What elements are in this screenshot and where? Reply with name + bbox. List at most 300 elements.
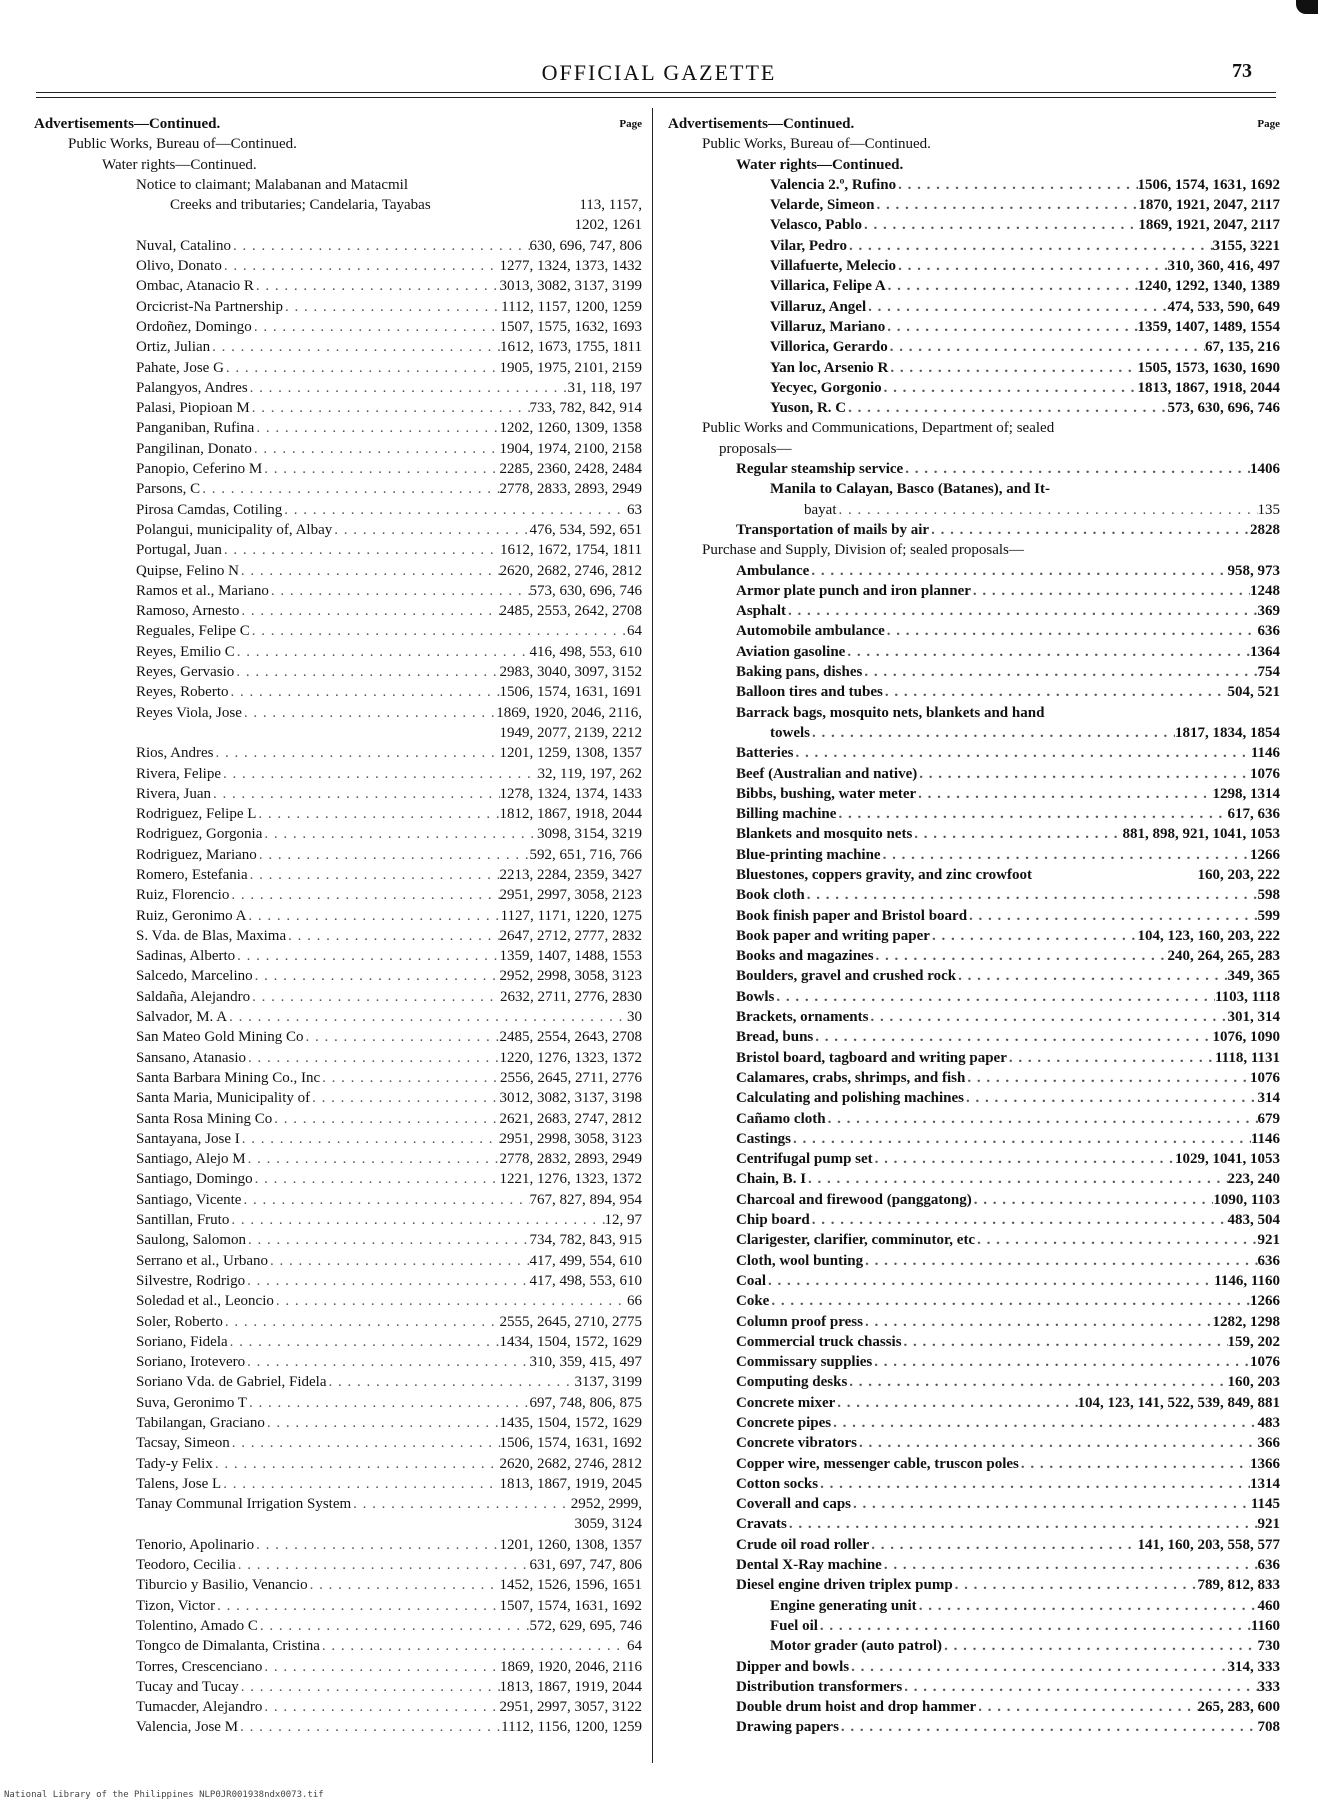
entry-text: Brackets, ornaments [736, 1009, 869, 1026]
entry-pages: 573, 630, 696, 746 [529, 582, 642, 599]
leader-dots [896, 256, 1167, 276]
entry-pages: 3012, 3082, 3137, 3198 [499, 1090, 642, 1107]
leader-dots [806, 1169, 1227, 1189]
index-entry [668, 1636, 1280, 1656]
entry-pages: 3098, 3154, 3219 [537, 826, 642, 843]
index-entry [34, 276, 642, 296]
index-entry [34, 1048, 642, 1068]
entry-pages: 1869, 1920, 2046, 2116 [500, 1658, 642, 1675]
leader-dots [847, 1372, 1227, 1392]
entry-pages: 730 [1257, 1638, 1280, 1655]
entry-pages: 1076 [1250, 1354, 1280, 1371]
entry-pages: 1314 [1250, 1475, 1280, 1492]
leader-dots [826, 1109, 1258, 1129]
entry-pages: 64 [627, 1638, 642, 1655]
entry-text: Reyes Viola, Jose [136, 704, 242, 721]
entry-pages: 1248 [1250, 582, 1280, 599]
leader-dots [241, 1190, 529, 1210]
leader-dots [885, 317, 1137, 337]
entry-text: Ramos et al., Mariano [136, 582, 269, 599]
index-entry [34, 1088, 642, 1108]
index-entry [34, 439, 642, 459]
index-entry [34, 845, 642, 865]
index-entry [668, 1433, 1280, 1453]
entry-text: Calamares, crabs, shrimps, and fish [736, 1069, 966, 1086]
entry-pages: 2951, 2997, 3057, 3122 [499, 1699, 642, 1716]
index-entry [34, 1433, 642, 1453]
index-entry [668, 114, 1280, 134]
leader-dots [236, 1555, 530, 1575]
entry-pages: 1364 [1250, 643, 1280, 660]
entry-text: Reguales, Felipe C [136, 623, 250, 640]
index-entry [34, 1027, 642, 1047]
entry-text: Saldaña, Alejandro [136, 988, 251, 1005]
index-entry [34, 358, 642, 378]
leader-dots [332, 520, 529, 540]
leader-dots [215, 1596, 499, 1616]
leader-dots [265, 1413, 500, 1433]
index-entry [668, 276, 1280, 296]
index-entry [34, 520, 642, 540]
index-entry [668, 662, 1280, 682]
entry-pages: 1146 [1250, 1130, 1280, 1147]
entry-text: Column proof press [736, 1313, 863, 1330]
entry-text: Portugal, Juan [136, 542, 222, 559]
entry-pages: 301, 314 [1227, 1009, 1280, 1026]
index-entry [668, 236, 1280, 256]
entry-text: Pangilinan, Donato [136, 440, 252, 457]
index-entry [668, 418, 1280, 438]
leader-dots [942, 1636, 1257, 1656]
index-entry [668, 1677, 1280, 1697]
index-entry [34, 540, 642, 560]
entry-pages: 104, 123, 160, 203, 222 [1137, 927, 1280, 944]
entry-pages: 141, 160, 203, 558, 577 [1137, 1536, 1280, 1553]
entry-text: Engine generating unit [770, 1597, 917, 1614]
entry-pages: 2952, 2999, [570, 1496, 642, 1513]
entry-pages: 1146 [1250, 745, 1280, 762]
index-entry [668, 155, 1280, 175]
entry-pages: 630, 696, 747, 806 [529, 237, 642, 254]
entry-pages: 1870, 1921, 2047, 2117 [1138, 197, 1280, 214]
leader-dots [774, 987, 1215, 1007]
entry-text: Tolentino, Amado C [136, 1617, 258, 1634]
entry-text: Santiago, Domingo [136, 1171, 253, 1188]
leader-dots [902, 1677, 1257, 1697]
entry-pages: 1090, 1103 [1213, 1191, 1280, 1208]
index-entry [668, 1535, 1280, 1555]
ink-blot [1296, 0, 1318, 14]
entry-text: Computing desks [736, 1374, 848, 1391]
entry-text: Tiburcio y Basilio, Venancio [136, 1577, 308, 1594]
entry-text: Orcicrist-Na Partnership [136, 298, 284, 315]
leader-dots [956, 966, 1227, 986]
leader-dots [252, 439, 500, 459]
index-entry [34, 784, 642, 804]
entry-pages: 474, 533, 590, 649 [1167, 298, 1280, 315]
index-entry [34, 1291, 642, 1311]
leader-dots [869, 1535, 1137, 1555]
index-entry [34, 642, 642, 662]
entry-pages: 1812, 1867, 1918, 2044 [499, 806, 642, 823]
index-entry [34, 418, 642, 438]
leader-dots [268, 1251, 529, 1271]
entry-text: Pahate, Jose G [136, 359, 224, 376]
entry-text: Suva, Geronimo T [136, 1394, 247, 1411]
leader-dots [872, 1352, 1250, 1372]
entry-text: Centrifugal pump set [736, 1151, 873, 1168]
entry-pages: 573, 630, 696, 746 [1167, 400, 1280, 417]
entry-pages: 1359, 1407, 1488, 1553 [499, 948, 642, 965]
entry-pages: 1202, 1260, 1309, 1358 [499, 420, 642, 437]
leader-dots [239, 561, 500, 581]
index-entry [668, 1068, 1280, 1088]
entry-text: Rios, Andres [136, 745, 214, 762]
leader-dots [967, 906, 1257, 926]
index-entry [668, 1616, 1280, 1636]
entry-pages: 32, 119, 197, 262 [537, 765, 642, 782]
leader-dots [245, 1271, 529, 1291]
entry-pages: 572, 629, 695, 746 [529, 1617, 642, 1634]
index-entry [34, 966, 642, 986]
entry-text: Soriano, Fidela [136, 1333, 228, 1350]
entry-text: Saulong, Salomon [136, 1232, 247, 1249]
entry-pages: 1103, 1118 [1214, 988, 1280, 1005]
entry-text: Rodriguez, Felipe L [136, 806, 257, 823]
entry-pages: 1612, 1673, 1755, 1811 [500, 339, 642, 356]
entry-pages: 1813, 1867, 1918, 2044 [1137, 379, 1280, 396]
leader-dots [262, 824, 537, 844]
entry-pages: 2647, 2712, 2777, 2832 [499, 927, 642, 944]
entry-pages: 1359, 1407, 1489, 1554 [1137, 318, 1280, 335]
index-entry [34, 601, 642, 621]
index-entry [34, 1393, 642, 1413]
index-entry [34, 1169, 642, 1189]
leader-dots [1019, 1454, 1250, 1474]
index-entry [34, 581, 642, 601]
leader-dots [917, 1596, 1258, 1616]
entry-pages: 240, 264, 265, 283 [1167, 948, 1280, 965]
entry-text: bayat [804, 501, 837, 518]
entry-text: Talens, Jose L [136, 1475, 222, 1492]
entry-text: Soledad et al., Leoncio [136, 1293, 274, 1310]
entry-pages: 2556, 2645, 2711, 2776 [500, 1069, 642, 1086]
entry-pages: 1220, 1276, 1323, 1372 [499, 1049, 642, 1066]
entry-pages: 2485, 2553, 2642, 2708 [499, 603, 642, 620]
entry-pages: 2952, 2998, 3058, 3123 [499, 968, 642, 985]
entry-text: Books and magazines [736, 948, 874, 965]
entry-text: Santa Rosa Mining Co [136, 1110, 273, 1127]
index-entry [668, 1048, 1280, 1068]
entry-text: Salvador, M. A [136, 1009, 228, 1026]
entry-text: Tanay Communal Irrigation System [136, 1496, 352, 1513]
index-entry [668, 378, 1280, 398]
entry-text: Concrete vibrators [736, 1435, 857, 1452]
leader-dots [866, 297, 1167, 317]
entry-text: Cloth, wool bunting [736, 1252, 864, 1269]
index-entry [34, 215, 642, 235]
entry-pages: 1201, 1260, 1308, 1357 [499, 1536, 642, 1553]
leader-dots [214, 743, 500, 763]
entry-text: Velarde, Simeon [770, 197, 875, 214]
entry-pages: 734, 782, 843, 915 [529, 1232, 642, 1249]
entry-text: Quipse, Felino N [136, 562, 239, 579]
index-entry [668, 1352, 1280, 1372]
entry-text: Valencia 2.º, Rufino [770, 176, 897, 193]
entry-text: Tucay and Tucay [136, 1678, 239, 1695]
index-entry [34, 561, 642, 581]
entry-pages: 1201, 1259, 1308, 1357 [499, 745, 642, 762]
entry-text: Romero, Estefania [136, 866, 248, 883]
entry-text: Bread, buns [736, 1029, 814, 1046]
entry-text: Ruiz, Florencio [136, 887, 230, 904]
entry-text: Villorica, Gerardo [770, 339, 888, 356]
entry-pages: 135 [1257, 501, 1280, 518]
entry-text: Public Works, Bureau of—Continued. [702, 136, 931, 153]
index-entry [34, 1616, 642, 1636]
index-entry [34, 114, 642, 134]
entry-text: Yuson, R. C [770, 400, 847, 417]
entry-text: S. Vda. de Blas, Maxima [136, 927, 287, 944]
leader-dots [930, 926, 1138, 946]
entry-text: Fuel oil [770, 1617, 818, 1634]
index-entry [34, 682, 642, 702]
entry-text: Villarica, Felipe A [770, 278, 886, 295]
entry-pages: 1612, 1672, 1754, 1811 [500, 542, 642, 559]
entry-pages: 1507, 1574, 1631, 1692 [499, 1597, 642, 1614]
leader-dots [247, 1393, 530, 1413]
entry-text: Barrack bags, mosquito nets, blankets and hand [736, 704, 1045, 721]
index-entry [668, 621, 1280, 641]
entry-text: Book paper and writing paper [736, 927, 930, 944]
entry-text: Dipper and bowls [736, 1658, 850, 1675]
entry-text: Public Works, Bureau of—Continued. [68, 136, 297, 153]
index-entry [34, 1149, 642, 1169]
leader-dots [262, 459, 499, 479]
entry-text: Advertisements—Continued. [34, 116, 221, 132]
index-entry [34, 926, 642, 946]
entry-pages: 1112, 1156, 1200, 1259 [501, 1719, 642, 1736]
entry-text: Book cloth [736, 887, 805, 904]
entry-text: Soler, Roberto [136, 1313, 223, 1330]
entry-pages: 733, 782, 842, 914 [529, 400, 642, 417]
column-divider [652, 108, 653, 1763]
index-entry [668, 561, 1280, 581]
entry-text: Villaruz, Mariano [770, 318, 886, 335]
entry-pages: 881, 898, 921, 1041, 1053 [1122, 826, 1280, 843]
index-entry [668, 1413, 1280, 1433]
leader-dots [849, 1657, 1227, 1677]
index-entry [34, 1514, 642, 1534]
entry-pages: 30 [627, 1009, 642, 1026]
entry-pages: 617, 636 [1227, 806, 1280, 823]
leader-dots [810, 1210, 1228, 1230]
index-entry [668, 134, 1280, 154]
entry-text: Notice to claimant; Malabanan and Matacmil [136, 176, 408, 193]
entry-pages: 223, 240 [1227, 1171, 1280, 1188]
index-entry [34, 1372, 642, 1392]
leader-dots [227, 1007, 627, 1027]
leader-dots [888, 337, 1205, 357]
entry-pages: 2951, 2997, 3058, 2123 [499, 887, 642, 904]
leader-dots [213, 1454, 500, 1474]
leader-dots [836, 804, 1227, 824]
index-entry [34, 946, 642, 966]
index-entry [668, 1494, 1280, 1514]
leader-dots [793, 743, 1250, 763]
entry-text: Silvestre, Rodrigo [136, 1272, 246, 1289]
entry-pages: 1869, 1920, 2046, 2116, [496, 704, 642, 721]
entry-text: Clarigester, clarifier, comminutor, etc [736, 1232, 976, 1249]
leader-dots [269, 581, 530, 601]
entry-pages: 2828 [1250, 521, 1280, 538]
leader-dots [786, 601, 1257, 621]
header-rule-bottom [36, 97, 1276, 98]
index-entry [34, 1535, 642, 1555]
index-entry [668, 1251, 1280, 1271]
entry-text: Sansano, Atanasio [136, 1049, 246, 1066]
entry-pages: 2285, 2360, 2428, 2484 [499, 461, 642, 478]
leader-dots [917, 764, 1250, 784]
leader-dots [902, 1332, 1228, 1352]
entry-pages: 1278, 1324, 1374, 1433 [499, 785, 642, 802]
index-entry [668, 520, 1280, 540]
leader-dots [254, 276, 500, 296]
index-entry [34, 621, 642, 641]
entry-pages: 921 [1257, 1232, 1280, 1249]
entry-pages: 592, 651, 716, 766 [529, 846, 642, 863]
entry-text: Coal [736, 1272, 766, 1289]
entry-text: Tumacder, Alejandro [136, 1699, 263, 1716]
entry-pages: 1298, 1314 [1212, 785, 1280, 802]
leader-dots [246, 1149, 500, 1169]
entry-text: proposals— [719, 440, 792, 457]
entry-pages: 1118, 1131 [1214, 1049, 1280, 1066]
index-entry [668, 1190, 1280, 1210]
entry-pages: 2983, 3040, 3097, 3152 [499, 664, 642, 681]
entry-text: Bibbs, bushing, water meter [736, 785, 917, 802]
index-entry [34, 459, 642, 479]
entry-pages: 67, 135, 216 [1205, 339, 1280, 356]
entry-text: Advertisements—Continued. [668, 116, 855, 132]
index-entry [34, 987, 642, 1007]
entry-text: Tizon, Victor [136, 1597, 216, 1614]
entry-text: Asphalt [736, 603, 787, 620]
leader-dots [885, 621, 1258, 641]
index-entry [34, 1352, 642, 1372]
entry-text: Cañamo cloth [736, 1110, 826, 1127]
index-entry [668, 804, 1280, 824]
index-entry [34, 134, 642, 154]
entry-text: Vilar, Pedro [770, 237, 847, 254]
leader-dots [912, 824, 1122, 844]
leader-dots [846, 398, 1167, 418]
entry-pages: 958, 973 [1227, 562, 1280, 579]
index-entry [34, 1717, 642, 1737]
leader-dots [245, 1352, 529, 1372]
leader-dots [351, 1494, 571, 1514]
leader-dots [976, 1697, 1197, 1717]
leader-dots [847, 236, 1213, 256]
entry-text: Batteries [736, 745, 794, 762]
entry-pages: 1282, 1298 [1212, 1313, 1280, 1330]
index-entry [668, 540, 1280, 560]
index-entry [668, 987, 1280, 1007]
entry-pages: 160, 203, 222 [1197, 866, 1280, 883]
leader-dots [248, 378, 568, 398]
index-entry [34, 1494, 642, 1514]
entry-text: Automobile ambulance [736, 623, 885, 640]
entry-text: Tacsay, Simeon [136, 1435, 230, 1452]
entry-pages: 636 [1257, 1557, 1280, 1574]
entry-text: Double drum hoist and drop hammer [736, 1699, 977, 1716]
index-entry [668, 1291, 1280, 1311]
index-entry [668, 317, 1280, 337]
entry-pages: 2213, 2284, 2359, 3427 [499, 866, 642, 883]
entry-pages: 631, 697, 747, 806 [529, 1557, 642, 1574]
entry-text: Velasco, Pablo [770, 217, 862, 234]
index-entry [668, 1169, 1280, 1189]
index-entry [668, 784, 1280, 804]
leader-dots [831, 1413, 1257, 1433]
leader-dots [903, 459, 1250, 479]
index-entry [34, 1657, 642, 1677]
entry-text: Rodriguez, Mariano [136, 846, 257, 863]
index-entry [34, 297, 642, 317]
leader-dots [883, 682, 1228, 702]
index-entry [34, 723, 642, 743]
leader-dots [862, 215, 1138, 235]
entry-pages: 12, 97 [604, 1212, 642, 1229]
index-entry [34, 1697, 642, 1717]
entry-pages: 1240, 1292, 1340, 1389 [1137, 278, 1280, 295]
leader-dots [805, 885, 1258, 905]
index-entry [668, 1393, 1280, 1413]
index-entry [34, 1190, 642, 1210]
leader-dots [857, 1433, 1258, 1453]
entry-pages: 310, 359, 415, 497 [529, 1354, 642, 1371]
entry-text: Creeks and tributaries; Candelaria, Tayabas [170, 197, 431, 214]
entry-text: Water rights—Continued. [102, 156, 257, 173]
leader-dots [929, 520, 1250, 540]
leader-dots [250, 621, 627, 641]
index-entry [34, 804, 642, 824]
entry-text: Reyes, Roberto [136, 684, 229, 701]
index-entry [668, 1149, 1280, 1169]
leader-dots [886, 276, 1138, 296]
entry-text: Castings [736, 1130, 792, 1147]
leader-dots [286, 926, 499, 946]
entry-pages: 636 [1257, 623, 1280, 640]
leader-dots [211, 784, 500, 804]
index-entry [668, 703, 1280, 723]
entry-text: Copper wire, messenger cable, truscon poles [736, 1455, 1019, 1472]
entry-text: Concrete pipes [736, 1415, 832, 1431]
entry-pages: 1813, 1867, 1919, 2044 [499, 1678, 642, 1695]
entry-text: Teodoro, Cecilia [136, 1557, 236, 1574]
index-entry [668, 1596, 1280, 1616]
index-entry [668, 1027, 1280, 1047]
entry-pages: 476, 534, 592, 651 [529, 521, 642, 538]
leader-dots [200, 479, 499, 499]
leader-dots [862, 662, 1257, 682]
entry-pages: 333 [1257, 1678, 1280, 1695]
index-entry [34, 1251, 642, 1271]
leader-dots [253, 1169, 500, 1189]
entry-pages: 1406 [1250, 461, 1280, 478]
leader-dots [839, 1717, 1258, 1737]
entry-text: Ramoso, Arnesto [136, 603, 240, 620]
